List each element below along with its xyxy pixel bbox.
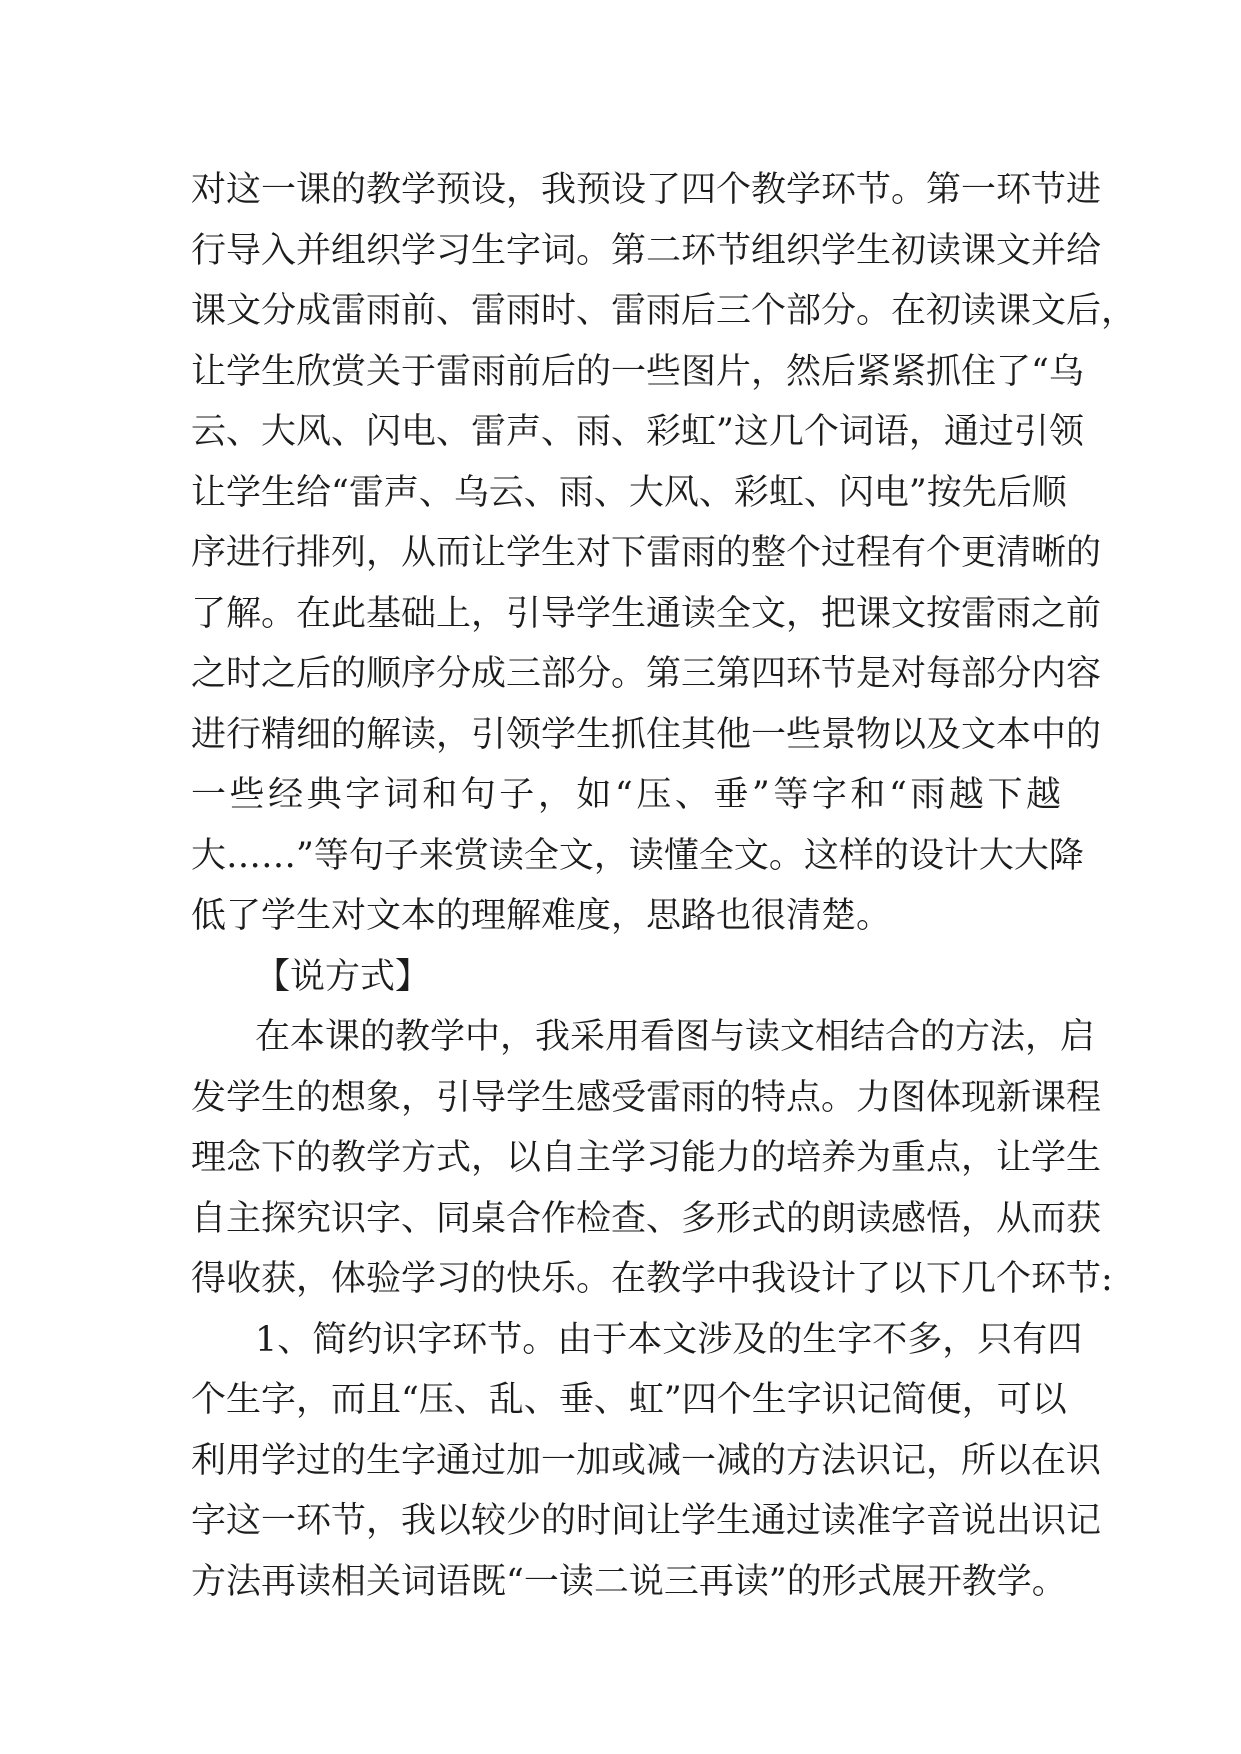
section-heading: 【说方式】 xyxy=(255,956,431,997)
text-line: 利用学过的生字通过加一加或减一减的方法识记，所以在识 xyxy=(191,1440,1102,1481)
text-line: 让学生欣赏关于雷雨前后的一些图片，然后紧紧抓住了“乌 xyxy=(191,351,1084,392)
text-line: 了解。在此基础上，引导学生通读全文，把课文按雷雨之前 xyxy=(191,593,1102,634)
paragraph-teaching-method xyxy=(191,1007,1113,1310)
text-line: 自主探究识字、同桌合作检查、多形式的朗读感悟，从而获 xyxy=(191,1198,1102,1239)
text-line: 一些经典字词和句子，如“压、垂”等字和“雨越下越 xyxy=(191,775,1061,815)
text-line: 对这一课的教学预设，我预设了四个教学环节。第一环节进 xyxy=(191,170,1102,210)
text-line: 1、简约识字环节。由于本文涉及的生字不多，只有四 xyxy=(255,1319,1083,1360)
section-heading-method xyxy=(191,947,1061,1008)
paragraph-teaching-design xyxy=(191,160,1137,947)
text-line: 大……”等句子来赏读全文，读懂全文。这样的设计大大降 xyxy=(191,835,1084,876)
text-line: 让学生给“雷声、乌云、雨、大风、彩虹、闪电”按先后顺 xyxy=(191,472,1067,513)
text-line: 之时之后的顺序分成三部分。第三第四环节是对每部分内容 xyxy=(191,654,1102,694)
text-line: 字这一环节，我以较少的时间让学生通过读准字音说出识记 xyxy=(191,1501,1102,1541)
text-line: 低了学生对文本的理解难度，思路也很清楚。 xyxy=(191,896,892,936)
paragraph-literacy-step xyxy=(191,1310,1102,1613)
document-body xyxy=(191,160,1137,1612)
text-line: 个生字，而且“压、乱、垂、虹”四个生字识记简便，可以 xyxy=(191,1380,1067,1420)
text-line: 在本课的教学中，我采用看图与读文相结合的方法，启 xyxy=(255,1017,1096,1057)
text-line: 进行精细的解读，引领学生抓住其他一些景物以及文本中的 xyxy=(191,714,1102,755)
text-line: 方法再读相关词语既“一读二说三再读”的形式展开教学。 xyxy=(191,1561,1067,1602)
text-line: 云、大风、闪电、雷声、雨、彩虹”这几个词语，通过引领 xyxy=(191,412,1084,452)
text-line: 发学生的想象，引导学生感受雷雨的特点。力图体现新课程 xyxy=(191,1077,1102,1118)
text-line: 理念下的教学方式，以自主学习能力的培养为重点，让学生 xyxy=(191,1138,1102,1178)
text-line: 序进行排列，从而让学生对下雷雨的整个过程有个更清晰的 xyxy=(191,533,1102,573)
text-line: 得收获，体验学习的快乐。在教学中我设计了以下几个环节: xyxy=(191,1259,1113,1299)
text-line: 行导入并组织学习生字词。第二环节组织学生初读课文并给 xyxy=(191,230,1102,271)
text-line: 课文分成雷雨前、雷雨时、雷雨后三个部分。在初读课文后， xyxy=(191,291,1137,331)
